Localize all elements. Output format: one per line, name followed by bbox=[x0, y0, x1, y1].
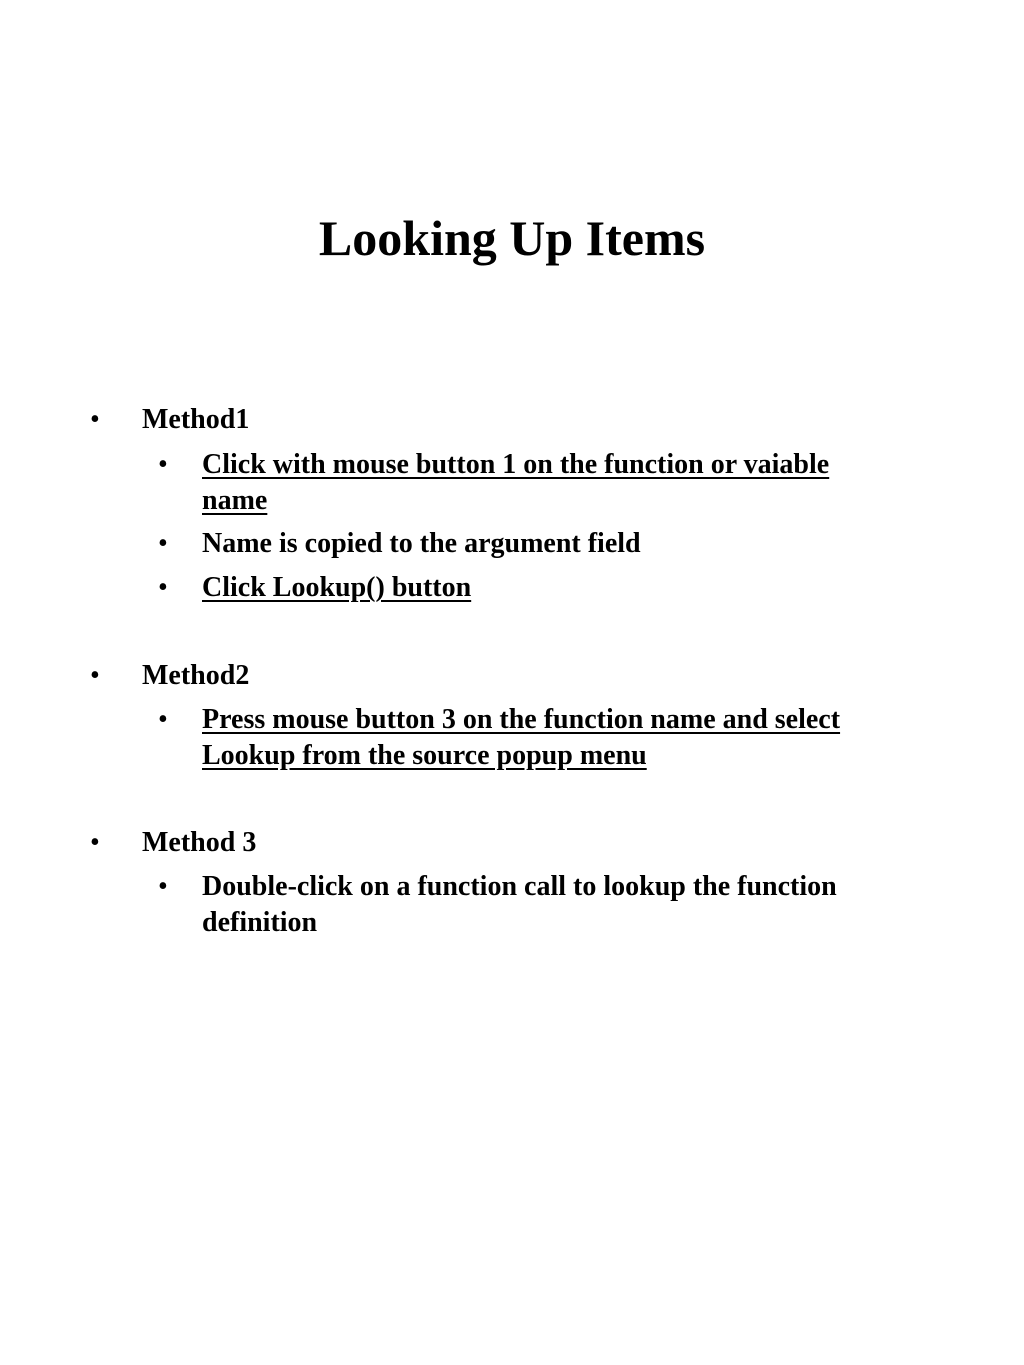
bullet-icon: • bbox=[90, 660, 100, 691]
step-text: name bbox=[202, 485, 268, 516]
bullet-icon: • bbox=[158, 449, 168, 480]
bullet-icon: • bbox=[158, 871, 168, 902]
step-text: Click with mouse button 1 on the function or vaiable bbox=[202, 449, 830, 480]
method-label: Method1 bbox=[142, 404, 250, 435]
bullet-icon: • bbox=[158, 704, 168, 735]
step-text: definition bbox=[202, 907, 318, 938]
bullet-icon: • bbox=[90, 827, 100, 858]
bullet-icon: • bbox=[158, 572, 168, 603]
method-label: Method2 bbox=[142, 660, 250, 691]
bullet-icon: • bbox=[90, 404, 100, 435]
method-label: Method 3 bbox=[142, 827, 257, 858]
step-text: Name is copied to the argument field bbox=[202, 528, 641, 559]
step-text: Press mouse button 3 on the function name and select bbox=[202, 704, 841, 735]
step-text: Double-click on a function call to lookup the function bbox=[202, 871, 837, 902]
slide-title: Looking Up Items bbox=[318, 210, 706, 266]
bullet-icon: • bbox=[158, 528, 168, 559]
step-text: Click Lookup() button bbox=[202, 572, 472, 603]
step-text: Lookup from the source popup menu bbox=[202, 740, 647, 771]
